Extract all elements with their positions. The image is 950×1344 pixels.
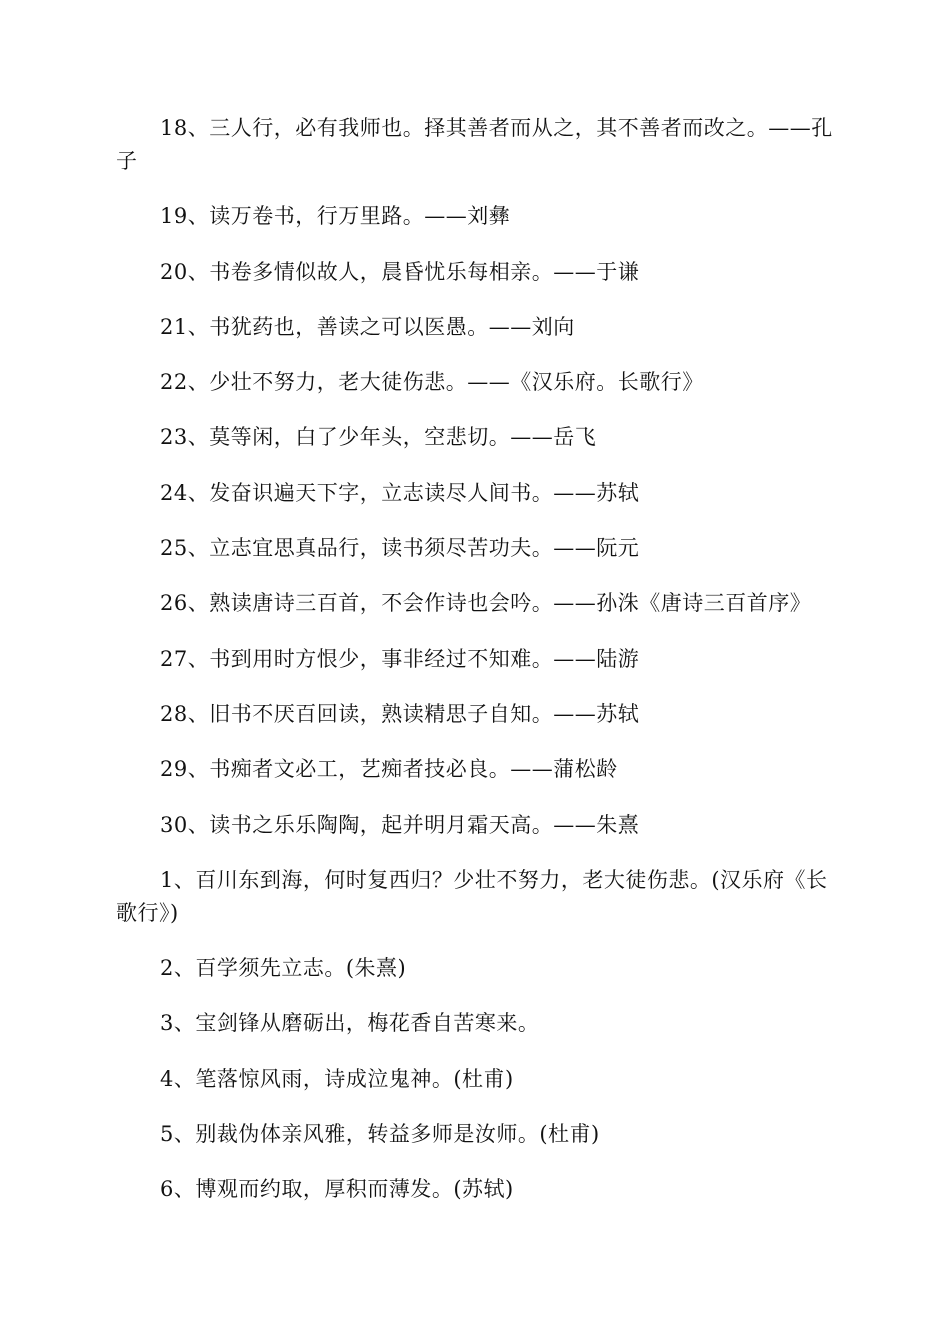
quote-paragraph: 21、书犹药也，善读之可以医愚。——刘向 — [160, 314, 575, 339]
quote-paragraph: 5、别裁伪体亲风雅，转益多师是汝师。(杜甫) — [160, 1122, 600, 1147]
quote-paragraph: 28、旧书不厌百回读，熟读精思子自知。——苏轼 — [160, 701, 640, 726]
quote-paragraph: 4、笔落惊风雨，诗成泣鬼神。(杜甫) — [160, 1066, 514, 1091]
quote-paragraph: 6、博观而约取，厚积而薄发。(苏轼) — [160, 1177, 514, 1202]
quote-paragraph: 26、熟读唐诗三百首，不会作诗也会吟。——孙洙《唐诗三百首序》 — [160, 591, 812, 616]
quote-paragraph: 30、读书之乐乐陶陶，起并明月霜天高。——朱熹 — [160, 812, 640, 837]
quote-paragraph: 29、书痴者文必工，艺痴者技必良。——蒲松龄 — [160, 757, 618, 782]
quote-paragraph: 3、宝剑锋从磨砺出，梅花香自苦寒来。 — [160, 1011, 540, 1036]
quote-paragraph: 22、少壮不努力，老大徒伤悲。——《汉乐府。长歌行》 — [160, 370, 704, 395]
quote-paragraph: 18、三人行，必有我师也。择其善者而从之，其不善者而改之。——孔子 — [116, 116, 833, 173]
quote-paragraph: 25、立志宜思真品行，读书须尽苦功夫。——阮元 — [160, 536, 640, 561]
quote-paragraph: 2、百学须先立志。(朱熹) — [160, 956, 407, 981]
quote-paragraph: 20、书卷多情似故人，晨昏忧乐每相亲。——于谦 — [160, 259, 640, 284]
document-body — [116, 112, 836, 1229]
quote-paragraph: 23、莫等闲，白了少年头，空悲切。——岳飞 — [160, 425, 597, 450]
quote-paragraph: 19、读万卷书，行万里路。——刘彝 — [160, 204, 511, 229]
quote-paragraph: 24、发奋识遍天下字，立志读尽人间书。——苏轼 — [160, 480, 640, 505]
quote-paragraph: 27、书到用时方恨少，事非经过不知难。——陆游 — [160, 646, 640, 671]
quote-paragraph: 1、百川东到海，何时复西归？少壮不努力，老大徒伤悲。(汉乐府《长歌行》) — [116, 867, 828, 925]
